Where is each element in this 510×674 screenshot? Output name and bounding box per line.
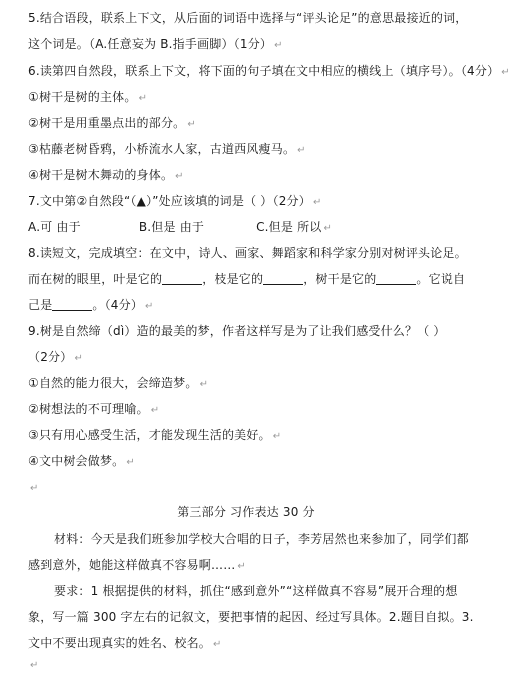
q6-option-1 [28, 89, 478, 107]
q5-line-2 [28, 36, 478, 54]
q8-text-2b: ，枝是它的 [202, 272, 264, 286]
q8-text-2d: 。它说自 [416, 272, 466, 286]
q8-text-2c: ，树干是它的 [303, 272, 377, 286]
q6-option-1-text: ①树干是树的主体。 [28, 90, 137, 104]
part3-requirement-2 [28, 609, 478, 625]
part3-requirement-text-1: 要求：1 根据提供的材料，抓住“感到意外”“这样做真不容易”展开合理的想 [54, 584, 458, 598]
q5-line-1 [28, 10, 478, 26]
q9-option-3-text: ③只有用心感受生活，才能发现生活的美好。 [28, 428, 271, 442]
part3-material-1 [54, 531, 478, 547]
part3-requirement-text-2: 象，写一篇 300 字左右的记叙文，要把事情的起因、经过写具体。2.题目自拟。3. [28, 610, 474, 624]
paragraph-mark-icon: ↵ [213, 639, 222, 650]
paragraph-mark-icon: ↵ [274, 40, 283, 51]
q9-option-2 [28, 401, 478, 419]
q8-text-3a: 己是 [28, 298, 53, 312]
q7-options [28, 219, 478, 237]
paragraph-mark-icon: ↵ [297, 145, 306, 156]
q6-option-4-text: ④树干是树木舞动的身体。 [28, 168, 174, 182]
q6-option-2 [28, 115, 478, 133]
q9-option-4-text: ④文中树会做梦。 [28, 454, 125, 468]
q6-stem [28, 63, 510, 81]
paragraph-mark-icon: ↵ [272, 431, 282, 442]
q8-text-2a: 而在树的眼里，叶是它的 [28, 272, 163, 286]
q7-option-b: B.但是 由于 [138, 220, 205, 234]
part3-material-text-2: 感到意外，她能这样做真不容易啊…… [28, 558, 236, 572]
q7-stem [28, 193, 478, 211]
fill-blank [376, 272, 416, 285]
q9-text-2: （2分） [28, 350, 73, 364]
q9-option-1-text: ①自然的能力很大，会缔造梦。 [28, 376, 198, 390]
part3-heading [0, 504, 492, 520]
paragraph-mark-icon: ↵ [175, 171, 184, 182]
paragraph-mark-icon: ↵ [323, 223, 333, 234]
paragraph-mark-icon: ↵ [237, 561, 246, 572]
q9-line-1 [28, 323, 478, 339]
paragraph-mark-icon: ↵ [199, 379, 209, 390]
q5-text-1: 5.结合语段，联系上下文，从后面的词语中选择与“评头论足”的意思最接近的词， [28, 11, 468, 25]
q6-option-3-text: ③枯藤老树昏鸦，小桥流水人家，古道西风瘦马。 [28, 142, 296, 156]
q5-text-2: 这个词是。（A.任意妄为 B.指手画脚）（1分） [28, 37, 273, 51]
q6-option-2-text: ②树干是用重墨点出的部分。 [28, 116, 186, 130]
q8-line-3 [28, 297, 478, 315]
part3-requirement-1 [54, 583, 478, 599]
q9-line-2 [28, 349, 478, 367]
part3-requirement-3 [28, 635, 478, 653]
part3-requirement-text-3: 文中不要出现真实的姓名、校名。 [28, 636, 212, 650]
part3-material-text-1: 材料：今天是我们班参加学校大合唱的日子，李芳居然也来参加了，同学们都 [54, 532, 469, 546]
q9-text-1: 9.树是自然缔（dì）造的最美的梦，作者这样写是为了让我们感受什么？（ ） [28, 324, 446, 338]
q8-text-1: 8.读短文，完成填空：在文中，诗人、画家、舞蹈家和科学家分别对树评头论足。 [28, 246, 467, 260]
fill-blank [52, 298, 92, 311]
paragraph-mark-icon: ↵ [74, 353, 84, 364]
triangle-icon: ▲ [136, 194, 147, 208]
q7-option-a: A.可 由于 [28, 220, 81, 234]
q9-option-4 [28, 453, 478, 471]
q7-stem-pre: 7.文中第②自然段“（ [28, 194, 137, 208]
q6-stem-text: 6.读第四自然段，联系上下文，将下面的句子填在文中相应的横线上（填序号）。（4分） [28, 64, 500, 78]
q6-option-4 [28, 167, 478, 185]
paragraph-mark-icon: ↵ [150, 405, 160, 416]
q6-option-3 [28, 141, 478, 159]
q9-option-3 [28, 427, 478, 445]
empty-paragraph [28, 479, 478, 497]
fill-blank [263, 272, 303, 285]
part3-heading-text: 第三部分 习作表达 30 分 [177, 505, 315, 519]
empty-paragraph-end [28, 656, 478, 674]
q8-text-3b: 。（4分） [92, 298, 144, 312]
paragraph-mark-icon: ↵ [145, 301, 154, 312]
paragraph-mark-icon: ↵ [312, 197, 322, 208]
paragraph-mark-icon: ↵ [126, 457, 135, 468]
paragraph-mark-icon: ↵ [30, 660, 39, 671]
q9-option-2-text: ②树想法的不可理喻。 [28, 402, 149, 416]
q9-option-1 [28, 375, 478, 393]
q7-option-c: C.但是 所以 [256, 220, 322, 234]
paragraph-mark-icon: ↵ [187, 119, 196, 130]
q7-stem-post: ）”处应该填的词是（ ）（2分） [146, 194, 311, 208]
part3-material-2 [28, 557, 478, 575]
paragraph-mark-icon: ↵ [30, 483, 39, 494]
fill-blank [162, 272, 202, 285]
q8-line-2 [28, 271, 478, 287]
paragraph-mark-icon: ↵ [501, 67, 510, 78]
paragraph-mark-icon: ↵ [138, 93, 148, 104]
q8-line-1 [28, 245, 478, 261]
